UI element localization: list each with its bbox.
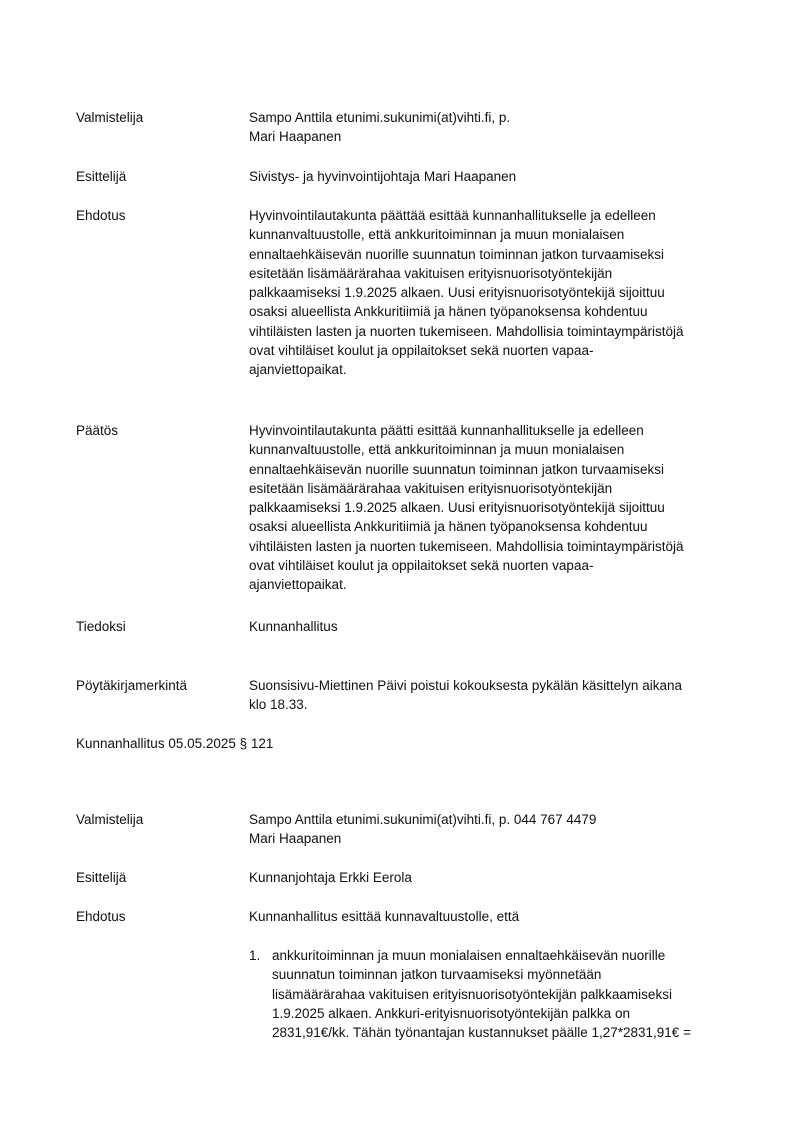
list-item-text (272, 946, 736, 1042)
field-value (249, 167, 736, 186)
text-line: osaksi alueellista Ankkuritiimiä ja hänen työpanoksensa kohdentuu (249, 519, 648, 535)
text-line: ajanviettopaikat. (249, 577, 347, 593)
field-value (249, 907, 736, 926)
text-line: esitetään lisämäärärahaa vakituisen erityisnuorisotyöntekijän (249, 265, 613, 281)
field-label: Päätös (76, 423, 119, 438)
field-label: Tiedoksi (76, 619, 126, 634)
text-line: ovat vihtiläiset koulut ja oppilaitokset sekä nuorten vapaa- (249, 343, 594, 359)
text-line: esitetään lisämäärärahaa vakituisen erityisnuorisotyöntekijän (249, 480, 613, 496)
field-label: Valmistelija (76, 110, 144, 125)
text-line: klo 18.33. (249, 697, 308, 713)
text-line: Sampo Anttila etunimi.sukunimi(at)vihti.fi, p. 044 767 4479 (249, 812, 597, 827)
text-line: ennaltaehkäisevän nuorille suunnatun toiminnan jatkon turvaamiseksi (249, 461, 665, 477)
text-line: Mari Haapanen (249, 129, 342, 145)
text-line: Suonsisivu-Miettinen Päivi poistui kokouksesta pykälän käsittelyn aikana (249, 678, 682, 693)
text-line: ennaltaehkäisevän nuorille suunnatun toiminnan jatkon turvaamiseksi (249, 246, 665, 262)
text-line: Kunnanjohtaja Erkki Eerola (249, 870, 412, 885)
field-label: Ehdotus (76, 909, 126, 924)
list-item-number: 1. (249, 948, 261, 963)
field-value (249, 676, 736, 715)
text-line: kunnanvaltuustolle, että ankkuritoiminnan ja muun monialaisen (249, 227, 625, 243)
text-line: 1.9.2025 alkaen. Ankkuri-erityisnuorisotyöntekijän palkka on (272, 1005, 630, 1021)
text-line: Sampo Anttila etunimi.sukunimi(at)vihti.fi, p. (249, 110, 511, 125)
text-line: suunnatun toiminnan jatkon turvaamiseksi myönnetään (272, 967, 602, 983)
field-label: Pöytäkirjamerkintä (76, 678, 188, 693)
field-label: Valmistelija (76, 812, 144, 827)
text-line: palkkaamiseksi 1.9.2025 alkaen. Uusi erityisnuorisotyöntekijä sijoittuu (249, 500, 665, 516)
field-label: Esittelijä (76, 870, 127, 885)
text-line: Hyvinvointilautakunta päättää esittää kunnanhallitukselle ja edelleen (249, 208, 656, 223)
text-line: ankkuritoiminnan ja muun monialaisen ennaltaehkäisevän nuorille (272, 948, 666, 963)
text-line: ovat vihtiläiset koulut ja oppilaitokset sekä nuorten vapaa- (249, 558, 594, 574)
text-line: vihtiläisten lasten ja nuorten tukemiseen. Mahdollisia toimintaympäristöjä (249, 538, 684, 554)
text-line: vihtiläisten lasten ja nuorten tukemiseen. Mahdollisia toimintaympäristöjä (249, 323, 684, 339)
text-line: ajanviettopaikat. (249, 362, 347, 378)
field-label: Esittelijä (76, 169, 127, 184)
text-line: 2831,91€/kk. Tähän työnantajan kustannukset päälle 1,27*2831,91€ = (272, 1025, 691, 1041)
text-line: Hyvinvointilautakunta päätti esittää kunnanhallitukselle ja edelleen (249, 423, 644, 438)
text-line: Sivistys- ja hyvinvointijohtaja Mari Haapanen (249, 169, 517, 184)
meeting-heading: Kunnanhallitus 05.05.2025 § 121 (76, 736, 274, 751)
field-value (249, 810, 736, 849)
field-value (249, 421, 736, 595)
text-line: Mari Haapanen (249, 831, 342, 847)
text-line: Kunnanhallitus esittää kunnavaltuustolle, että (249, 909, 520, 924)
text-line: osaksi alueellista Ankkuritiimiä ja hänen työpanoksensa kohdentuu (249, 304, 648, 320)
field-value (249, 206, 736, 380)
field-value (249, 617, 736, 636)
text-line: palkkaamiseksi 1.9.2025 alkaen. Uusi erityisnuorisotyöntekijä sijoittuu (249, 285, 665, 301)
text-line: lisämäärärahaa vakituisen erityisnuorisotyöntekijän palkkaamiseksi (272, 986, 672, 1002)
field-label: Ehdotus (76, 208, 126, 223)
text-line: kunnanvaltuustolle, että ankkuritoiminnan ja muun monialaisen (249, 442, 625, 458)
text-line: Kunnanhallitus (249, 619, 338, 634)
field-value (249, 108, 736, 147)
field-value (249, 868, 736, 887)
